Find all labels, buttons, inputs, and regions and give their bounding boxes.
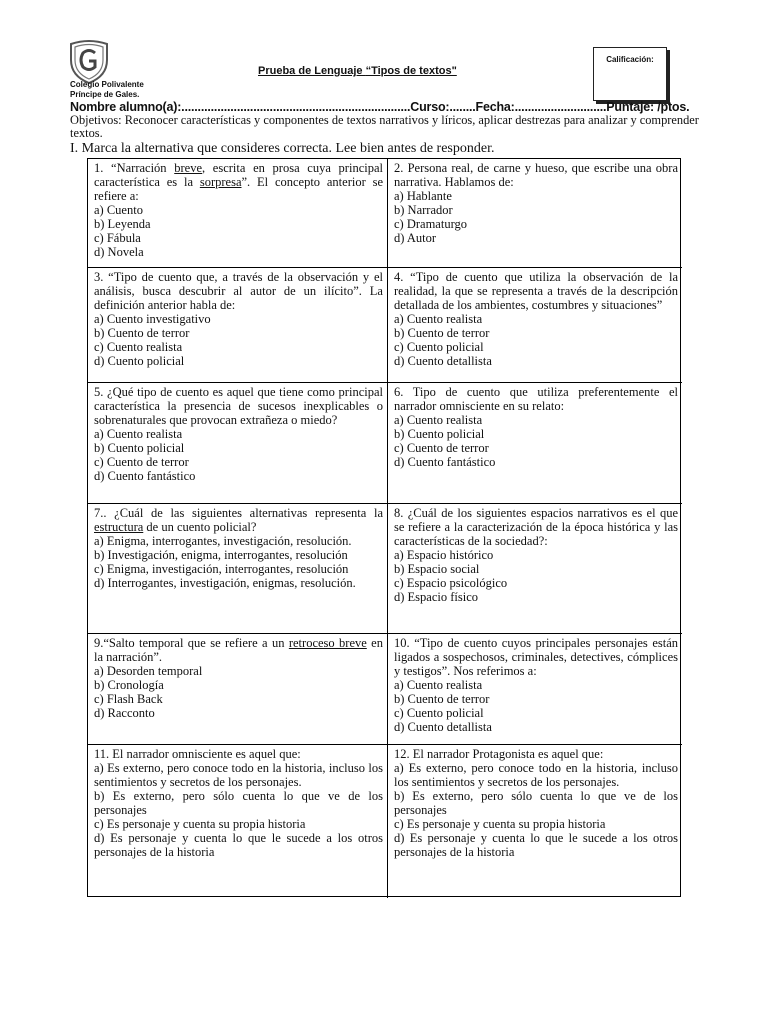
answer-option[interactable]: d) Novela [94, 245, 144, 259]
answer-option[interactable]: c) Flash Back [94, 692, 163, 706]
school-crest-logo [66, 38, 112, 84]
answer-option[interactable]: d) Cuento policial [94, 354, 185, 368]
answer-option[interactable]: a) Es externo, pero conoce todo en la historia, incluso los sentimientos y secretos de los personajes. [94, 761, 383, 789]
grade-label: Calificación: [606, 55, 654, 64]
instruction-text: I. Marca la alternativa que consideres correcta. Lee bien antes de responder. [70, 141, 495, 156]
answer-option[interactable]: a) Cuento realista [394, 312, 483, 326]
question-text: 11. El narrador omnisciente es aquel que: [94, 747, 301, 761]
question-cell-5 [88, 383, 388, 504]
question-cell-2 [388, 159, 682, 268]
answer-option[interactable]: a) Enigma, interrogantes, investigación, resolución. [94, 534, 352, 548]
question-cell-9 [88, 634, 388, 745]
answer-option[interactable]: a) Cuento realista [394, 413, 483, 427]
question-cell-12 [388, 745, 682, 898]
question-text: 7.. ¿Cuál de las siguientes alternativas representa la estructura de un cuento policial? [94, 506, 383, 534]
question-cell-3 [88, 268, 388, 383]
answer-option[interactable]: d) Autor [394, 231, 437, 245]
answer-option[interactable]: a) Cuento realista [94, 427, 183, 441]
answer-option[interactable]: d) Cuento detallista [394, 720, 492, 734]
question-cell-10 [388, 634, 682, 745]
answer-option[interactable]: a) Cuento [94, 203, 143, 217]
grade-box [593, 47, 667, 101]
answer-option[interactable]: c) Fábula [94, 231, 141, 245]
page-title [258, 65, 457, 77]
question-cell-11 [88, 745, 388, 898]
answer-option[interactable]: b) Narrador [394, 203, 453, 217]
page-title-prefix: Prueba de Lenguaje [258, 65, 366, 77]
answer-option[interactable]: a) Cuento investigativo [94, 312, 211, 326]
question-text: 4. “Tipo de cuento que utiliza la observación de la realidad, la que se representa a través de la descripción detallada de los ambientes, costumbres y situaciones” [394, 270, 678, 312]
question-text: 6. Tipo de cuento que utiliza preferentemente el narrador omnisciente en su relato: [394, 385, 678, 413]
question-text: 3. “Tipo de cuento que, a través de la observación y el análisis, busca descubrir al autor de un ilícito”. La definición anterior habla de: [94, 270, 383, 312]
question-cell-1 [88, 159, 388, 268]
question-text: 5. ¿Qué tipo de cuento es aquel que tiene como principal característica la presencia de sucesos inexplicables o sobrenaturales que provocan extrañeza o miedo? [94, 385, 383, 427]
school-name-line1: Colegio Polivalente [70, 80, 144, 89]
answer-option[interactable]: b) Cuento de terror [394, 692, 490, 706]
answer-option[interactable]: a) Es externo, pero conoce todo en la historia, incluso los sentimientos y secretos de los personajes. [394, 761, 678, 789]
question-cell-6 [388, 383, 682, 504]
answer-option[interactable]: d) Interrogantes, investigación, enigmas, resolución. [94, 576, 356, 590]
answer-option[interactable]: b) Cuento policial [94, 441, 185, 455]
answer-option[interactable]: c) Enigma, investigación, interrogantes, resolución [94, 562, 349, 576]
answer-option[interactable]: b) Es externo, pero sólo cuenta lo que ve de los personajes [94, 789, 383, 817]
answer-option[interactable]: a) Espacio histórico [394, 548, 494, 562]
answer-option[interactable]: c) Cuento policial [394, 340, 484, 354]
question-text: 10. “Tipo de cuento cuyos principales personajes están ligados a sospechosos, criminales, detectives, cómplices y testigos”. Nos referimos a: [394, 636, 678, 678]
answer-option[interactable]: d) Cuento fantástico [394, 455, 496, 469]
question-text: 2. Persona real, de carne y hueso, que escribe una obra narrativa. Hablamos de: [394, 161, 678, 189]
answer-option[interactable]: b) Cuento de terror [94, 326, 190, 340]
questions-table [87, 158, 681, 897]
answer-option[interactable]: c) Cuento realista [94, 340, 183, 354]
question-text: 1. “Narración breve, escrita en prosa cuya principal característica es la sorpresa”. El concepto anterior se refiere a: [94, 161, 383, 203]
answer-option[interactable]: b) Cuento de terror [394, 326, 490, 340]
answer-option[interactable]: c) Dramaturgo [394, 217, 468, 231]
question-cell-4 [388, 268, 682, 383]
school-name-line2: Príncipe de Gales. [70, 90, 140, 99]
answer-option[interactable]: a) Cuento realista [394, 678, 483, 692]
answer-option[interactable]: c) Es personaje y cuenta su propia historia [394, 817, 606, 831]
answer-option[interactable]: a) Desorden temporal [94, 664, 203, 678]
answer-option[interactable]: d) Es personaje y cuenta lo que le sucede a los otros personajes de la historia [94, 831, 383, 859]
answer-option[interactable]: b) Leyenda [94, 217, 151, 231]
answer-option[interactable]: d) Racconto [94, 706, 155, 720]
answer-option[interactable]: c) Cuento de terror [394, 441, 489, 455]
question-cell-8 [388, 504, 682, 634]
question-cell-7 [88, 504, 388, 634]
answer-option[interactable]: c) Espacio psicológico [394, 576, 508, 590]
question-text: 9.“Salto temporal que se refiere a un retroceso breve en la narración”. [94, 636, 383, 664]
objectives-text: Objetivos: Reconocer características y componentes de textos narrativos y líricos, aplicar destrezas para analizar y comprender textos. [70, 113, 699, 140]
answer-option[interactable]: c) Cuento de terror [94, 455, 189, 469]
answer-option[interactable]: d) Espacio físico [394, 590, 479, 604]
answer-option[interactable]: d) Cuento detallista [394, 354, 492, 368]
answer-option[interactable]: b) Es externo, pero sólo cuenta lo que ve de los personajes [394, 789, 678, 817]
answer-option[interactable]: a) Hablante [394, 189, 452, 203]
answer-option[interactable]: d) Cuento fantástico [94, 469, 196, 483]
page-title-quote: “Tipos de textos" [365, 65, 457, 77]
school-name [70, 80, 144, 100]
answer-option[interactable]: b) Cuento policial [394, 427, 485, 441]
answer-option[interactable]: b) Cronología [94, 678, 164, 692]
answer-option[interactable]: d) Es personaje y cuenta lo que le sucede a los otros personajes de la historia [394, 831, 678, 859]
question-text: 8. ¿Cuál de los siguientes espacios narrativos es el que se refiere a la caracterización de la época histórica y las características de la sociedad?: [394, 506, 678, 548]
answer-option[interactable]: c) Es personaje y cuenta su propia historia [94, 817, 306, 831]
answer-option[interactable]: c) Cuento policial [394, 706, 484, 720]
question-text: 12. El narrador Protagonista es aquel que: [394, 747, 604, 761]
answer-option[interactable]: b) Investigación, enigma, interrogantes, resolución [94, 548, 348, 562]
student-info-line: Nombre alumno(a):......................................................................Curso:........Fecha:............................Puntaje: /ptos. [70, 100, 690, 114]
answer-option[interactable]: b) Espacio social [394, 562, 480, 576]
